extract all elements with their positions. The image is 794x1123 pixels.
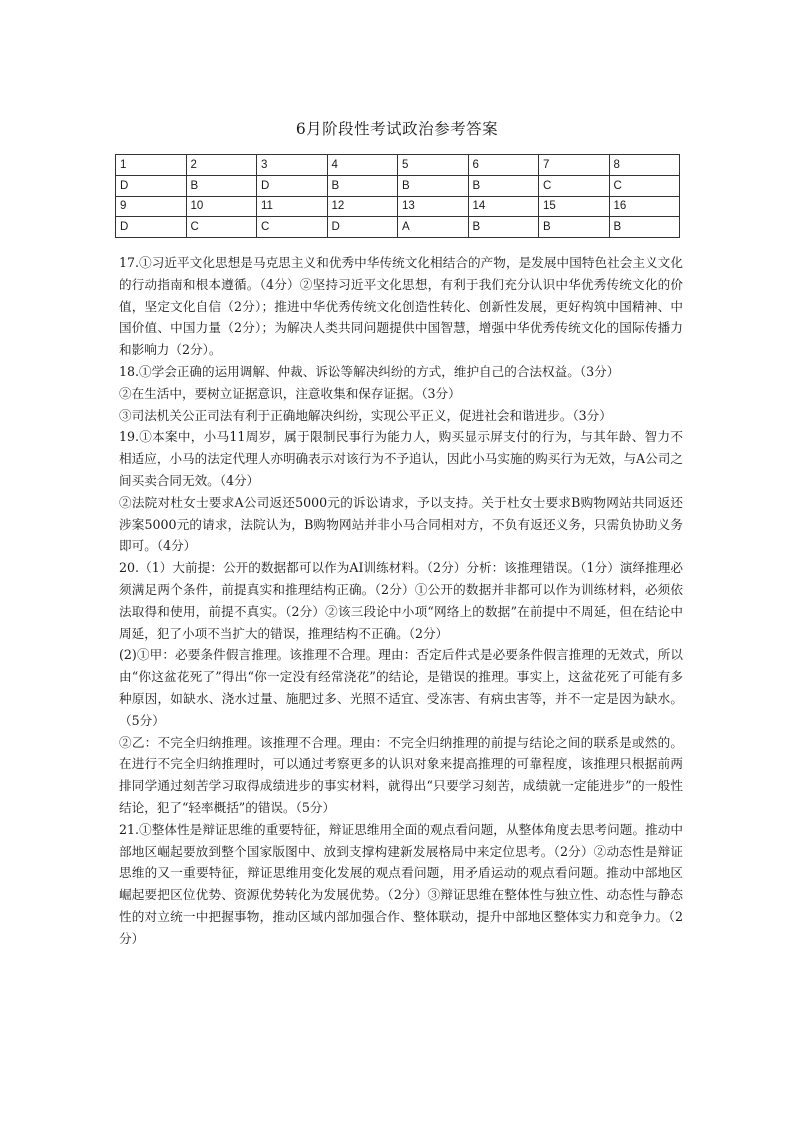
table-cell: 10: [186, 196, 257, 217]
answer-paragraph-21: 21.①整体性是辩证思维的重要特征，辩证思维用全面的观点看问题，从整体角度去思考问题。推动中部地区崛起要放到整个国家版图中、放到支撑构建新发展格局中来定位思考。（2分）②动态性是辩证思维的又一重要特征，辩证思维用变化发展的观点看问题，用矛盾运动的观点看问题。推动中部地区崛起要把区位优势、资源优势转化为发展优势。（2分）③辩证思维在整体性与独立性、动态性与静态性的对立统一中把握事物，推动区域内部加强合作、整体联动，提升中部地区整体实力和竞争力。（2分）: [119, 821, 683, 946]
table-cell: D: [116, 175, 187, 196]
answer-paragraph-19-2: ②法院对杜女士要求A公司返还5000元的诉讼请求，予以支持。关于杜女士要求B购物网站共同返还涉案5000元的请求，法院认为，B购物网站并非小马合同相对方，不负有返还义务，只需负协助义务即可。（4分）: [119, 494, 683, 554]
table-cell: D: [327, 217, 398, 238]
answer-content: [119, 252, 683, 950]
table-cell: 14: [468, 196, 539, 217]
table-cell: B: [609, 217, 680, 238]
table-cell: 2: [186, 155, 257, 176]
table-cell: 7: [539, 155, 610, 176]
table-cell: 13: [398, 196, 469, 217]
answer-table: [115, 154, 680, 238]
page-title: 6月阶段性考试政治参考答案: [295, 120, 499, 138]
table-cell: 5: [398, 155, 469, 176]
answer-paragraph-18-2: ②在生活中，要树立证据意识，注意收集和保存证据。（3分）: [119, 385, 461, 401]
table-cell: B: [398, 175, 469, 196]
table-cell: B: [468, 175, 539, 196]
table-cell: 4: [327, 155, 398, 176]
table-cell: C: [609, 175, 680, 196]
answer-paragraph-18-3: ③司法机关公正司法有利于正确地解决纠纷，实现公平正义，促进社会和谐进步。（3分）: [119, 407, 612, 423]
table-cell: 6: [468, 155, 539, 176]
table-row: [116, 155, 680, 176]
answer-paragraph-18-1: 18.①学会正确的运用调解、仲裁、诉讼等解决纠纷的方式，维护自己的合法权益。（3分）: [119, 363, 620, 379]
table-cell: B: [327, 175, 398, 196]
table-cell: A: [398, 217, 469, 238]
table-cell: D: [257, 175, 328, 196]
table-row: [116, 175, 680, 196]
table-cell: B: [186, 175, 257, 196]
table-cell: 8: [609, 155, 680, 176]
table-cell: 12: [327, 196, 398, 217]
table-cell: 15: [539, 196, 610, 217]
table-cell: C: [186, 217, 257, 238]
table-row: [116, 217, 680, 238]
answer-paragraph-20-1: 20.（1）大前提：公开的数据都可以作为AI训练材料。（2分）分析：该推理错误。（1分）演绎推理必须满足两个条件，前提真实和推理结构正确。（2分）①公开的数据并非都可以作为训练材料，必须依法取得和使用，前提不真实。（2分）②该三段论中小项“网络上的数据”在前提中不周延，但在结论中周延，犯了小项不当扩大的错误，推理结构不正确。（2分）: [119, 560, 683, 641]
table-cell: D: [116, 217, 187, 238]
table-cell: B: [539, 217, 610, 238]
table-cell: 1: [116, 155, 187, 176]
table-cell: 3: [257, 155, 328, 176]
table-cell: B: [468, 217, 539, 238]
table-cell: 9: [116, 196, 187, 217]
table-cell: 11: [257, 196, 328, 217]
table-row: [116, 196, 680, 217]
answer-table-body: [116, 155, 680, 238]
table-cell: C: [539, 175, 610, 196]
answer-paragraph-20-2b: ②乙：不完全归纳推理。该推理不合理。理由：不完全归纳推理的前提与结论之间的联系是或然的。在进行不完全归纳推理时，可以通过考察更多的认识对象来提高推理的可靠程度，该推理只根据前两排同学通过刻苦学习取得成绩进步的事实材料，就得出“只要学习刻苦，成绩就一定能进步”的一般性结论，犯了“轻率概括”的错误。（5分）: [119, 734, 683, 815]
answer-paragraph-19-1: 19.①本案中，小马11周岁，属于限制民事行为能力人，购买显示屏支付的行为，与其年龄、智力不相适应，小马的法定代理人亦明确表示对该行为不予追认，因此小马实施的购买行为无效，与A公司之间买卖合同无效。（4分）: [119, 429, 683, 488]
answer-paragraph-20-2a: (2)①甲：必要条件假言推理。该推理不合理。理由：否定后件式是必要条件假言推理的无效式，所以由“你这盆花死了”得出“你一定没有经常浇花”的结论，是错误的推理。事实上，这盆花死了可能有多种原因，如缺水、浇水过量、施肥过多、光照不适宜、受冻害、有病虫害等，并不一定是因为缺水。（5分）: [119, 647, 683, 728]
table-cell: 16: [609, 196, 680, 217]
table-cell: C: [257, 217, 328, 238]
answer-paragraph-17: 17.①习近平文化思想是马克思主义和优秀中华传统文化相结合的产物，是发展中国特色社会主义文化的行动指南和根本遵循。（4分）②坚持习近平文化思想，有利于我们充分认识中华优秀传统文化的价值，坚定文化自信（2分）；推进中华优秀传统文化创造性转化、创新性发展，更好构筑中国精神、中国价值、中国力量（2分）；为解决人类共同问题提供中国智慧，增强中华优秀传统文化的国际传播力和影响力（2分）。: [119, 255, 683, 358]
